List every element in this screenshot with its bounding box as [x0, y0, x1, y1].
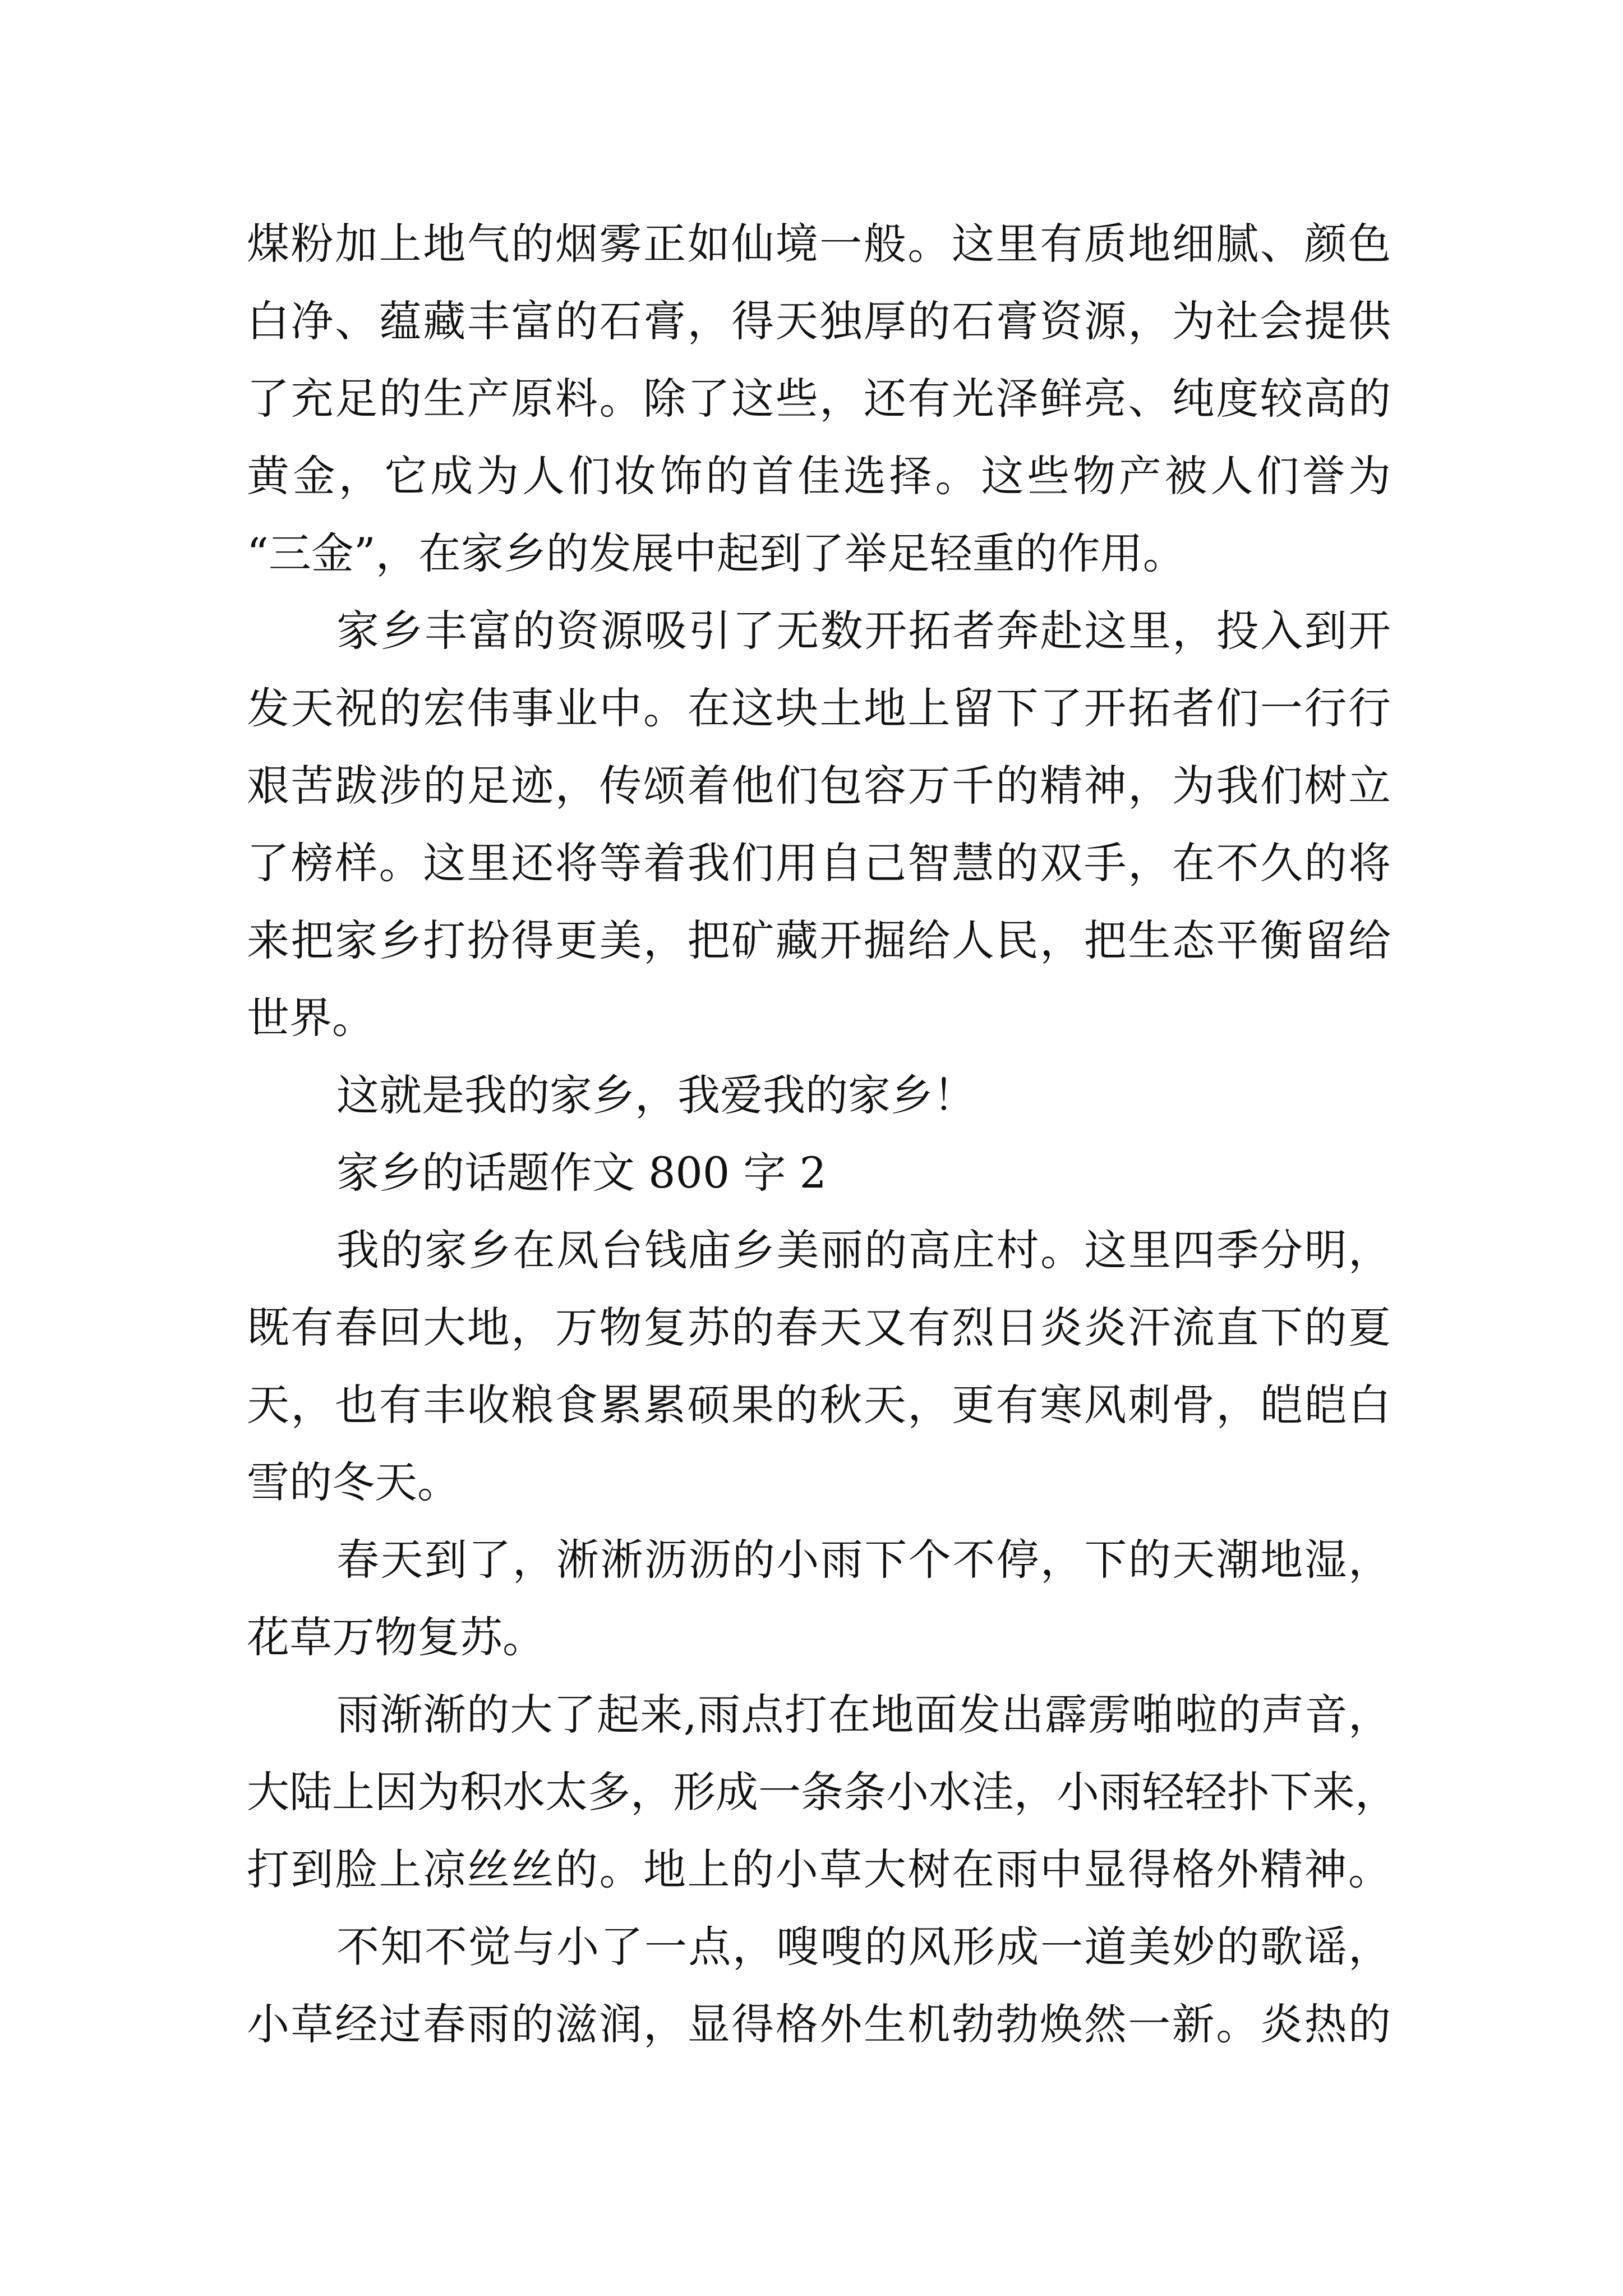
text-line: 世界。 — [247, 993, 375, 1043]
paragraph-first-line: 家乡丰富的资源吸引了无数开拓者奔赴这里，投入到开 — [336, 606, 1391, 656]
text-line: 发天祝的宏伟事业中。在这块土地上留下了开拓者们一行行 — [247, 683, 1391, 733]
text-line: “三金”，在家乡的发展中起到了举足轻重的作用。 — [247, 528, 1186, 578]
text-line: 煤粉加上地气的烟雾正如仙境一般。这里有质地细腻、颜色 — [247, 219, 1391, 269]
text-line: 白净、蕴藏丰富的石膏，得天独厚的石膏资源，为社会提供 — [247, 296, 1391, 346]
paragraph-first-line: 这就是我的家乡，我爱我的家乡！ — [336, 1070, 976, 1120]
text-line: 既有春回大地，万物复苏的春天又有烈日炎炎汗流直下的夏 — [247, 1303, 1391, 1352]
paragraph-first-line: 雨渐渐的大了起来,雨点打在地面发出霹雳啪啦的声音， — [336, 1690, 1391, 1740]
text-line: 了充足的生产原料。除了这些，还有光泽鲜亮、纯度较高的 — [247, 374, 1391, 424]
text-line: 艰苦跋涉的足迹，传颂着他们包容万千的精神，为我们树立 — [247, 761, 1391, 811]
text-line: 来把家乡打扮得更美，把矿藏开掘给人民，把生态平衡留给 — [247, 915, 1391, 965]
text-line: 雪的冬天。 — [247, 1457, 460, 1507]
text-line: 花草万物复苏。 — [247, 1612, 545, 1662]
paragraph-first-line: 不知不觉与小了一点，嗖嗖的风形成一道美妙的歌谣， — [336, 1922, 1391, 1972]
paragraph-first-line: 春天到了，淅淅沥沥的小雨下个不停，下的天潮地湿， — [336, 1535, 1391, 1585]
text-line: 打到脸上凉丝丝的。地上的小草大树在雨中显得格外精神。 — [247, 1844, 1391, 1894]
text-line: 小草经过春雨的滋润，显得格外生机勃勃焕然一新。炎热的 — [247, 1999, 1391, 2049]
text-line: 大陆上因为积水太多，形成一条条小水洼，小雨轻轻扑下来， — [247, 1767, 1398, 1817]
text-line: 了榜样。这里还将等着我们用自己智慧的双手，在不久的将 — [247, 838, 1391, 888]
section-heading: 家乡的话题作文 800 字 2 — [336, 1148, 827, 1198]
text-line: 黄金，它成为人们妆饰的首佳选择。这些物产被人们誉为 — [247, 451, 1391, 501]
paragraph-first-line: 我的家乡在凤台钱庙乡美丽的高庄村。这里四季分明， — [336, 1225, 1391, 1275]
text-line: 天，也有丰收粮食累累硕果的秋天，更有寒风刺骨，皑皑白 — [247, 1380, 1391, 1430]
